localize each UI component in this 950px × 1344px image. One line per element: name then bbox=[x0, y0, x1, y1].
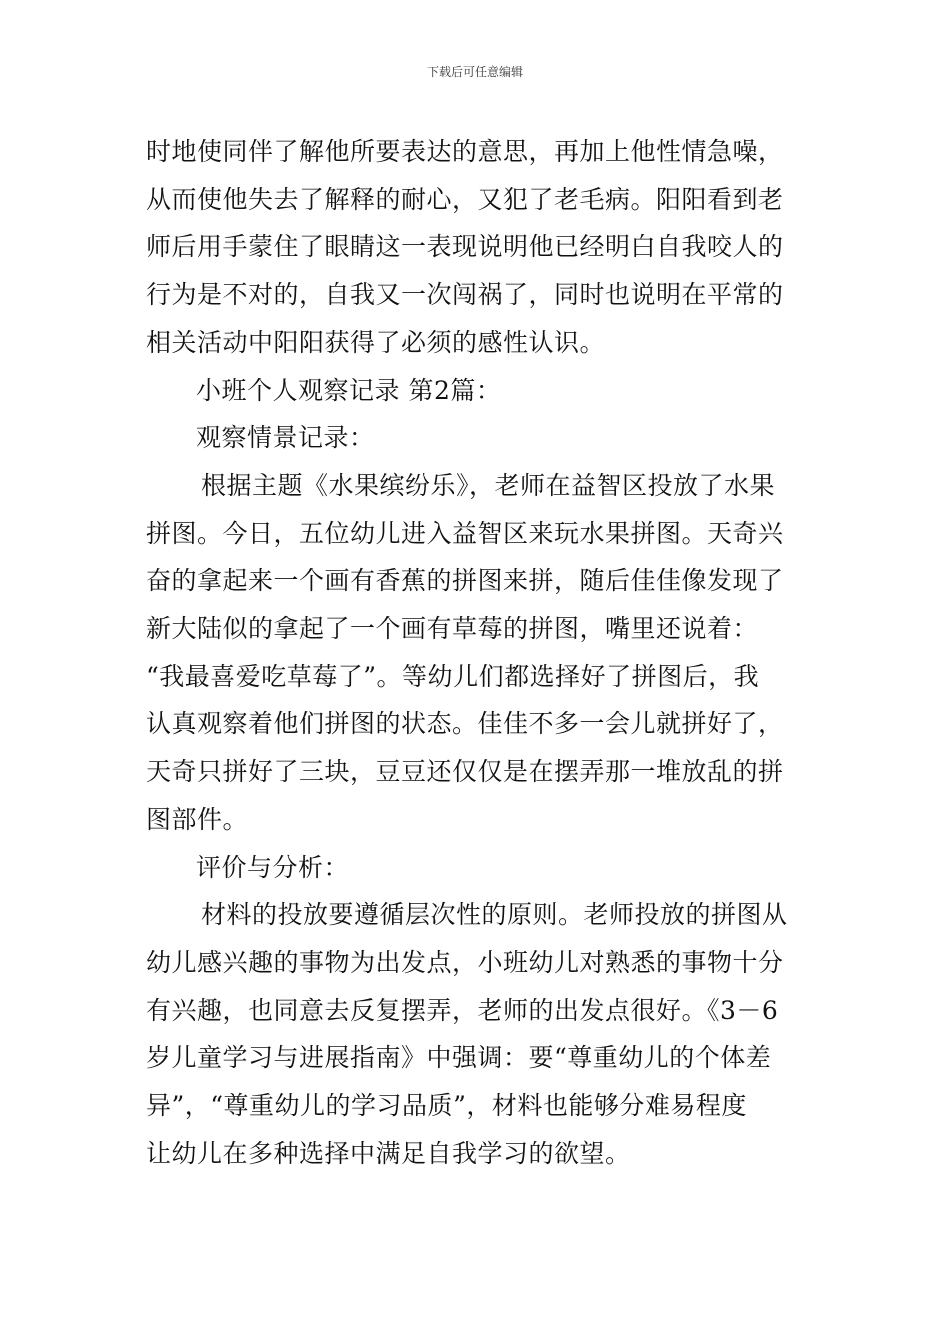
text-line: 材料的投放要遵循层次性的原则。老师投放的拼图从 bbox=[201, 900, 788, 930]
text-line: 相关活动中阳阳获得了必须的感性认识。 bbox=[146, 327, 606, 357]
text-line: 行为是不对的，自我又一次闯祸了，同时也说明在平常的 bbox=[146, 280, 784, 310]
text-line: 小班个人观察记录 第2篇： bbox=[196, 375, 502, 405]
text-line: 师后用手蒙住了眼睛这一表现说明他已经明白自我咬人的 bbox=[146, 232, 784, 262]
text-line: 有兴趣，也同意去反复摆弄，老师的出发点很好。《3－6 bbox=[146, 995, 779, 1025]
text-line: 拼图。今日，五位幼儿进入益智区来玩水果拼图。天奇兴 bbox=[146, 518, 784, 548]
page-header: 下载后可任意编辑 bbox=[426, 65, 523, 79]
text-line: 幼儿感兴趣的事物为出发点，小班幼儿对熟悉的事物十分 bbox=[146, 947, 784, 977]
text-line: “我最喜爱吃草莓了”。等幼儿们都选择好了拼图后，我 bbox=[146, 661, 760, 691]
text-line: 根据主题《水果缤纷乐》，老师在益智区投放了水果 bbox=[201, 470, 776, 500]
text-line: 时地使同伴了解他所要表达的意思，再加上他性情急噪， bbox=[146, 137, 784, 166]
paragraph-continuation bbox=[146, 128, 806, 367]
text-line: 新大陆似的拿起了一个画有草莓的拼图，嘴里还说着： bbox=[146, 614, 759, 644]
text-line: 评价与分析： bbox=[196, 852, 350, 882]
document-body bbox=[146, 128, 806, 1177]
text-line: 异”，“尊重幼儿的学习品质”，材料也能够分难易程度 bbox=[146, 1091, 747, 1121]
text-line: 让幼儿在多种选择中满足自我学习的欲望。 bbox=[146, 1138, 631, 1168]
subheading-observation bbox=[146, 414, 806, 462]
text-line: 观察情景记录： bbox=[196, 423, 375, 453]
text-line: 奋的拿起来一个画有香蕉的拼图来拼，随后佳佳像发现了 bbox=[146, 566, 784, 596]
text-line: 天奇只拼好了三块，豆豆还仅仅是在摆弄那一堆放乱的拼 bbox=[146, 757, 784, 787]
paragraph-analysis bbox=[146, 891, 806, 1177]
text-line: 认真观察着他们拼图的状态。佳佳不多一会儿就拼好了， bbox=[146, 709, 784, 739]
text-line: 图部件。 bbox=[146, 804, 249, 834]
subheading-analysis bbox=[146, 844, 806, 892]
text-line: 岁儿童学习与进展指南》中强调：要“尊重幼儿的个体差 bbox=[146, 1043, 772, 1073]
text-line: 从而使他失去了解释的耐心，又犯了老毛病。阳阳看到老 bbox=[146, 184, 784, 214]
paragraph-observation bbox=[146, 462, 806, 844]
section-title bbox=[146, 367, 806, 415]
